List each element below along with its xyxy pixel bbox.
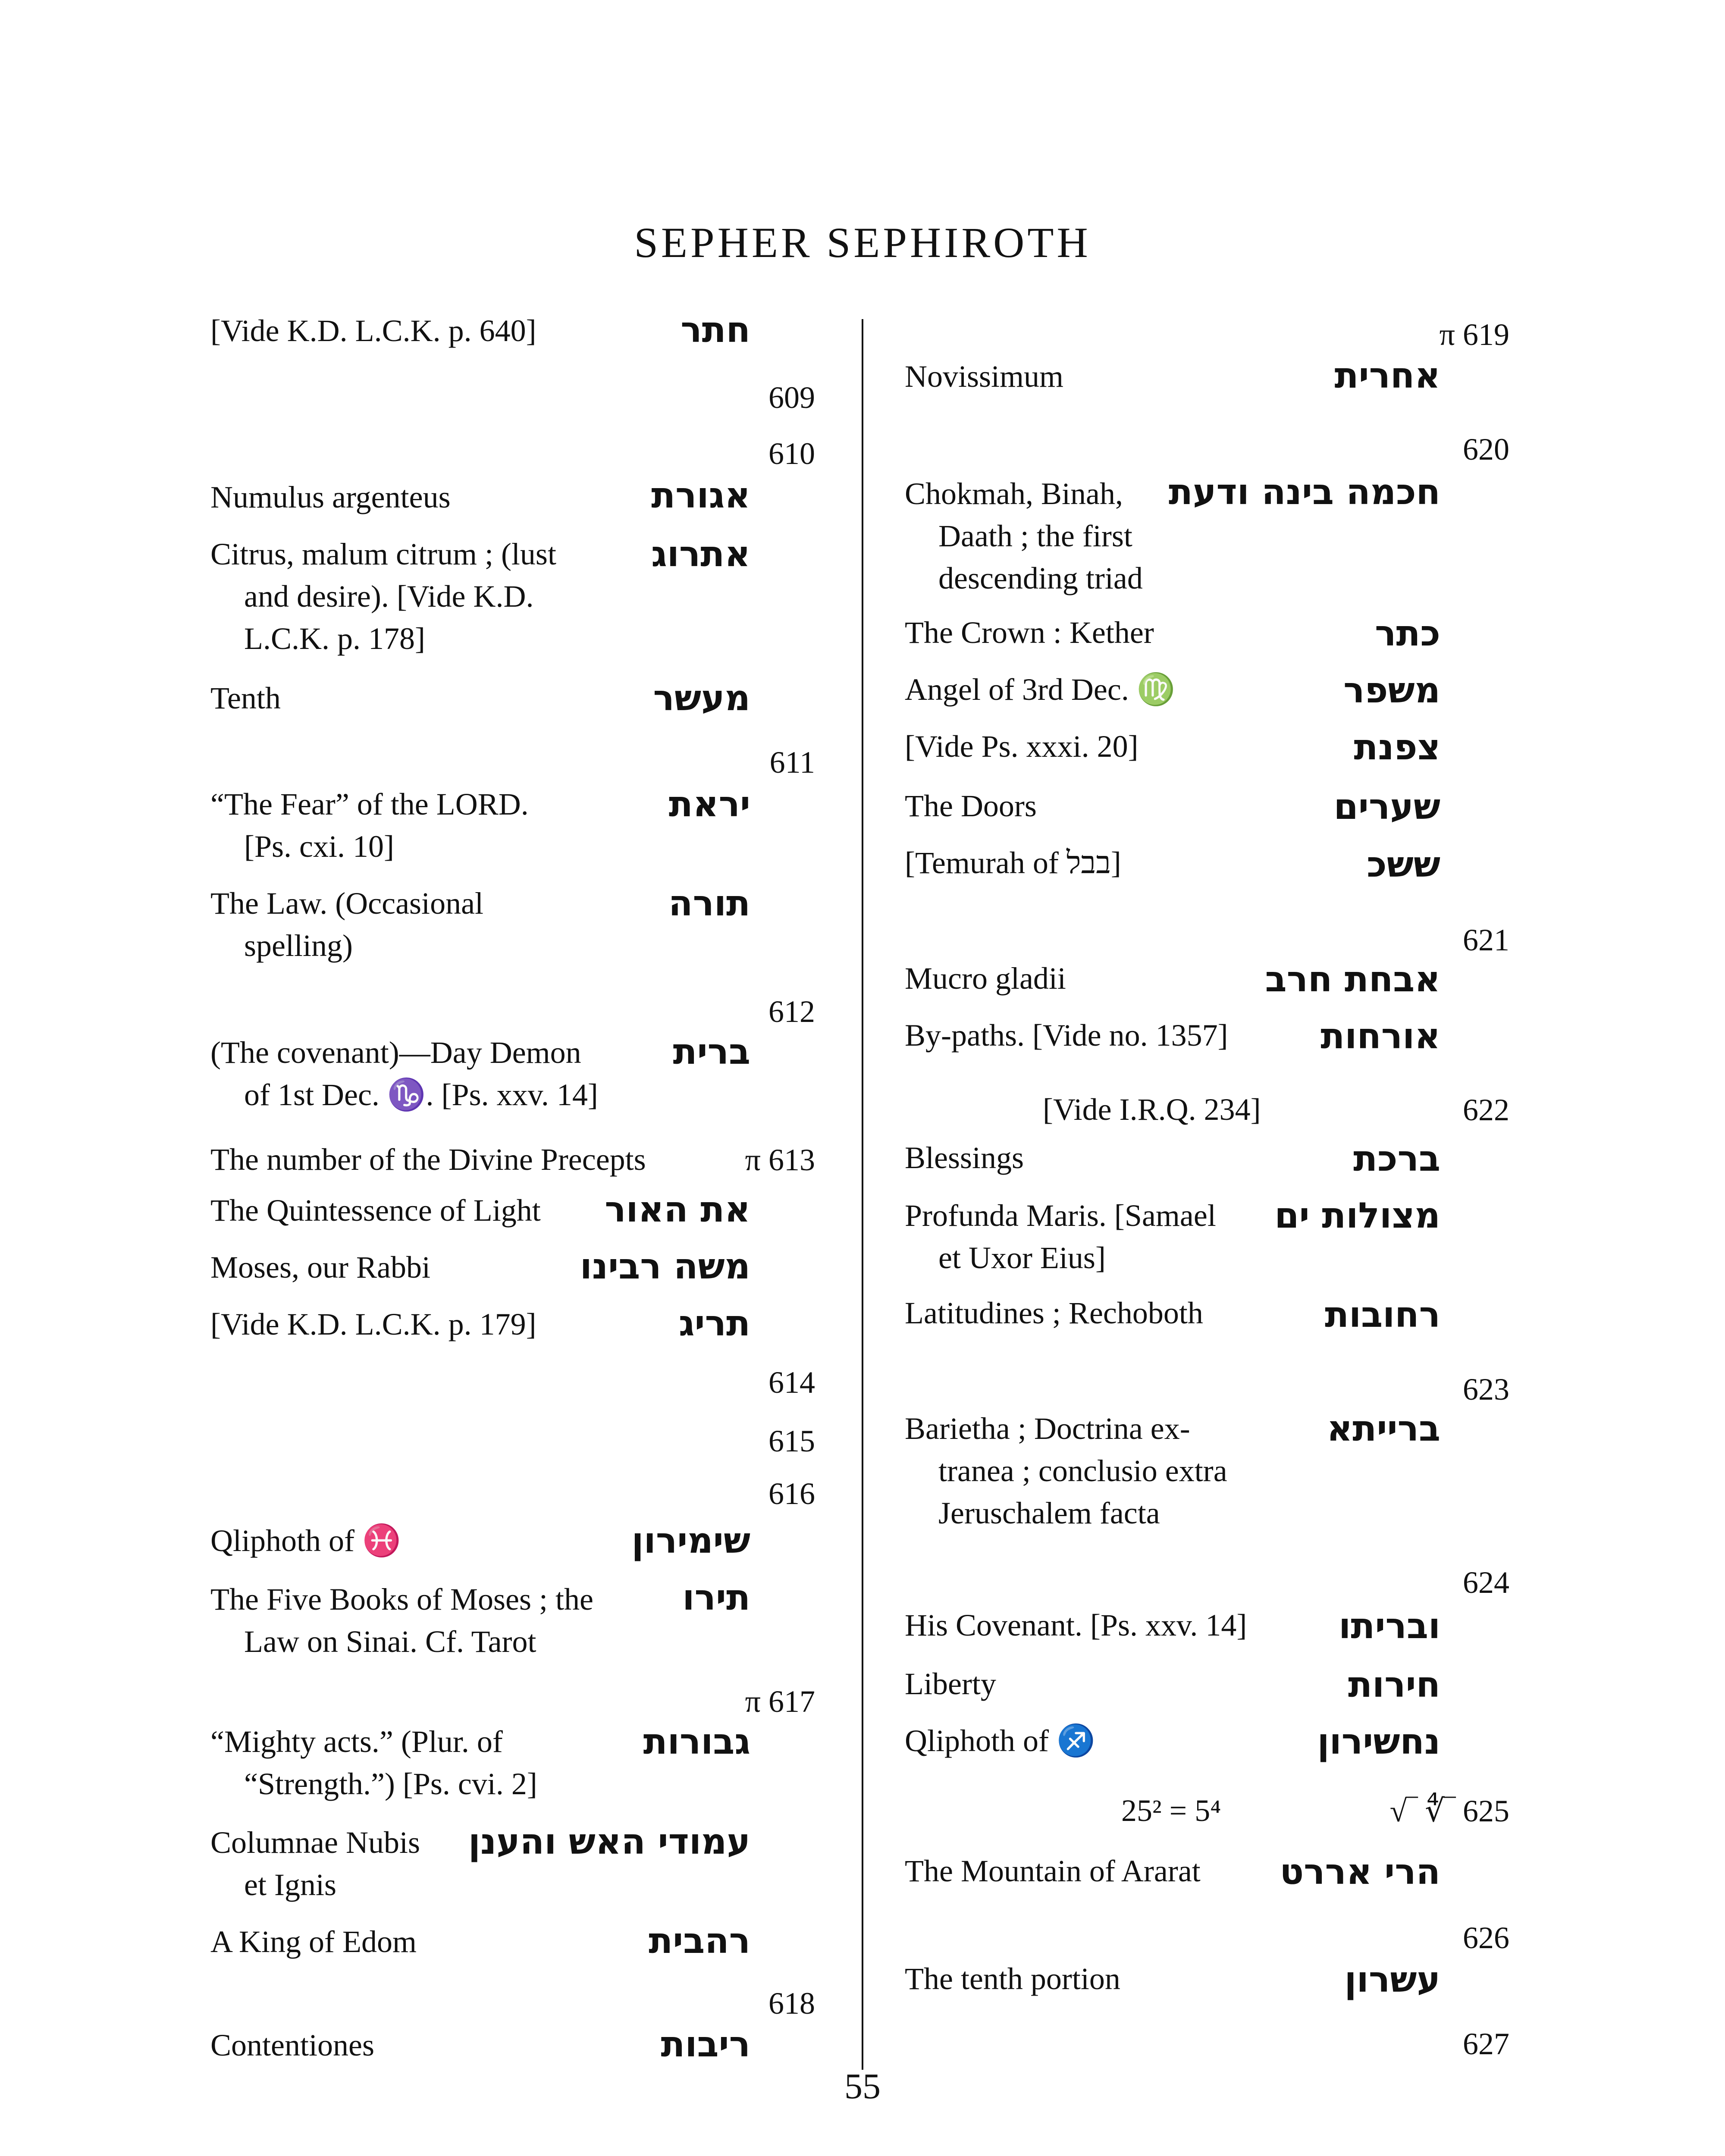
entry-number: 623 [1463, 1372, 1509, 1407]
entry-hebrew: צפנת [1354, 727, 1440, 768]
entry-english: [Temurah of בבל] [905, 846, 1121, 880]
entry-number: 609 [768, 380, 815, 415]
entry-hebrew: שערים [1333, 787, 1440, 827]
entry-number: π 619 [1439, 317, 1509, 352]
entry-english: 25² = 5⁴ [1121, 1793, 1221, 1828]
entry-hebrew: רחובות [1324, 1294, 1440, 1335]
entry-english: The Quintessence of Light [210, 1193, 541, 1228]
entry-number: π 617 [745, 1684, 815, 1719]
entry-number: 610 [768, 436, 815, 471]
entry-number: 615 [768, 1424, 815, 1458]
entry-english: The Five Books of Moses ; the Law on Sinai. Cf. Tarot [210, 1582, 593, 1659]
entry-english: Chokmah, Binah, Daath ; the first descending triad [905, 476, 1143, 595]
entry-hebrew: שימירון [631, 1520, 750, 1561]
entry-number: 611 [769, 745, 815, 780]
entry-hebrew: אורחות [1320, 1016, 1440, 1057]
entry-hebrew: תריג [678, 1303, 750, 1344]
entry-number: 612 [768, 994, 815, 1029]
entry-number: 624 [1463, 1565, 1509, 1600]
entry-english: Angel of 3rd Dec. ♍ [905, 672, 1176, 707]
entry-english: Profunda Maris. [Samael et Uxor Eius] [905, 1198, 1216, 1275]
entry-hebrew: את האור [605, 1189, 750, 1230]
entry-english: Contentiones [210, 2028, 374, 2062]
entry-english: By-paths. [Vide no. 1357] [905, 1018, 1228, 1053]
entry-hebrew: ששכ [1367, 844, 1440, 885]
entry-hebrew: ברית [673, 1031, 750, 1072]
entry-english: Qliphoth of ♓ [210, 1523, 401, 1558]
entry-english: “Mighty acts.” (Plur. of “Strength.”) [Ps. cvi. 2] [210, 1724, 537, 1801]
entry-english: Moses, our Rabbi [210, 1250, 430, 1285]
entry-english: Novissimum [905, 359, 1064, 394]
entry-hebrew: כתר [1375, 613, 1440, 654]
page-number: 55 [844, 2066, 881, 2106]
entry-english: Tenth [210, 681, 281, 715]
entry-hebrew: יראת [668, 784, 750, 825]
entry-english: Numulus argenteus [210, 480, 451, 514]
entry-english: Columnae Nubis et Ignis [210, 1825, 420, 1902]
entry-hebrew: נחשירון [1317, 1721, 1440, 1762]
entry-english: Citrus, malum citrum ; (lust and desire). [Vide K.D. L.C.K. p. 178] [210, 537, 556, 656]
entry-hebrew: תורה [668, 883, 750, 924]
entry-hebrew: גבורות [643, 1721, 750, 1762]
entry-hebrew: משה רבינו [580, 1246, 750, 1287]
entry-english: (The covenant)—Day Demon of 1st Dec. ♑. [Ps. xxv. 14] [210, 1035, 598, 1112]
entry-hebrew: חתר [681, 310, 750, 351]
entry-english: The Mountain of Ararat [905, 1854, 1201, 1888]
entry-english: Mucro gladii [905, 961, 1066, 996]
entry-english: Barietha ; Doctrina ex- tranea ; conclusio extra Jeruschalem facta [905, 1411, 1227, 1530]
entry-hebrew: אחרית [1334, 355, 1440, 396]
entry-number: √‾ ∜‾ 625 [1389, 1794, 1509, 1828]
entry-number: 627 [1463, 2027, 1509, 2061]
entry-hebrew: אתרוג [651, 534, 750, 575]
entry-english: A King of Edom [210, 1924, 417, 1959]
entry-english: [Vide K.D. L.C.K. p. 179] [210, 1307, 536, 1341]
entry-hebrew: עמודי האש והענן [468, 1821, 750, 1862]
column-divider [862, 319, 863, 2070]
entry-hebrew: ריבות [661, 2024, 750, 2065]
entry-number: 621 [1463, 923, 1509, 957]
page-title: SEPHER SEPHIROTH [634, 219, 1091, 266]
entry-number: 620 [1463, 432, 1509, 467]
entry-hebrew: חכמה בינה ודעת [1168, 472, 1440, 513]
entry-hebrew: ברייתא [1327, 1408, 1440, 1449]
entry-english: [Vide K.D. L.C.K. p. 640] [210, 313, 536, 348]
entry-english: The Crown : Kether [905, 615, 1154, 650]
entry-english: “The Fear” of the LORD. [Ps. cxi. 10] [210, 787, 529, 864]
entry-english: The tenth portion [905, 1962, 1120, 1996]
entry-english: Qliphoth of ♐ [905, 1724, 1095, 1758]
entry-english: The number of the Divine Precepts [210, 1142, 646, 1177]
entry-hebrew: משפר [1343, 670, 1440, 711]
entry-hebrew: עשרון [1344, 1959, 1440, 2000]
entry-number: π 613 [745, 1143, 815, 1177]
entry-english: His Covenant. [Ps. xxv. 14] [905, 1608, 1247, 1642]
entry-hebrew: אבחת חרב [1265, 959, 1440, 1000]
entry-hebrew: מעשר [653, 678, 750, 719]
entry-hebrew: תירו [682, 1577, 750, 1618]
entry-number: 618 [768, 1986, 815, 2021]
entry-english: Liberty [905, 1667, 996, 1701]
entry-hebrew: חירות [1348, 1664, 1440, 1705]
entry-english: Latitudines ; Rechoboth [905, 1296, 1203, 1330]
entry-number: 616 [768, 1476, 815, 1511]
entry-english: The Doors [905, 789, 1037, 823]
entry-number: 622 [1463, 1093, 1509, 1127]
entry-number: 614 [768, 1365, 815, 1400]
entry-english: Blessings [905, 1141, 1024, 1175]
entry-hebrew: הרי אררט [1280, 1852, 1440, 1893]
entry-number: 626 [1463, 1921, 1509, 1955]
entry-hebrew: ובריתו [1339, 1606, 1440, 1647]
entry-hebrew: אגורת [651, 475, 750, 516]
entry-english: [Vide Ps. xxxi. 20] [905, 729, 1138, 764]
entry-english: The Law. (Occasional spelling) [210, 886, 484, 963]
entry-hebrew: מצולות ים [1274, 1195, 1440, 1236]
entry-english: [Vide I.R.Q. 234] [1043, 1092, 1261, 1127]
entry-hebrew: רהבית [649, 1921, 750, 1962]
entry-hebrew: ברכת [1353, 1138, 1440, 1179]
